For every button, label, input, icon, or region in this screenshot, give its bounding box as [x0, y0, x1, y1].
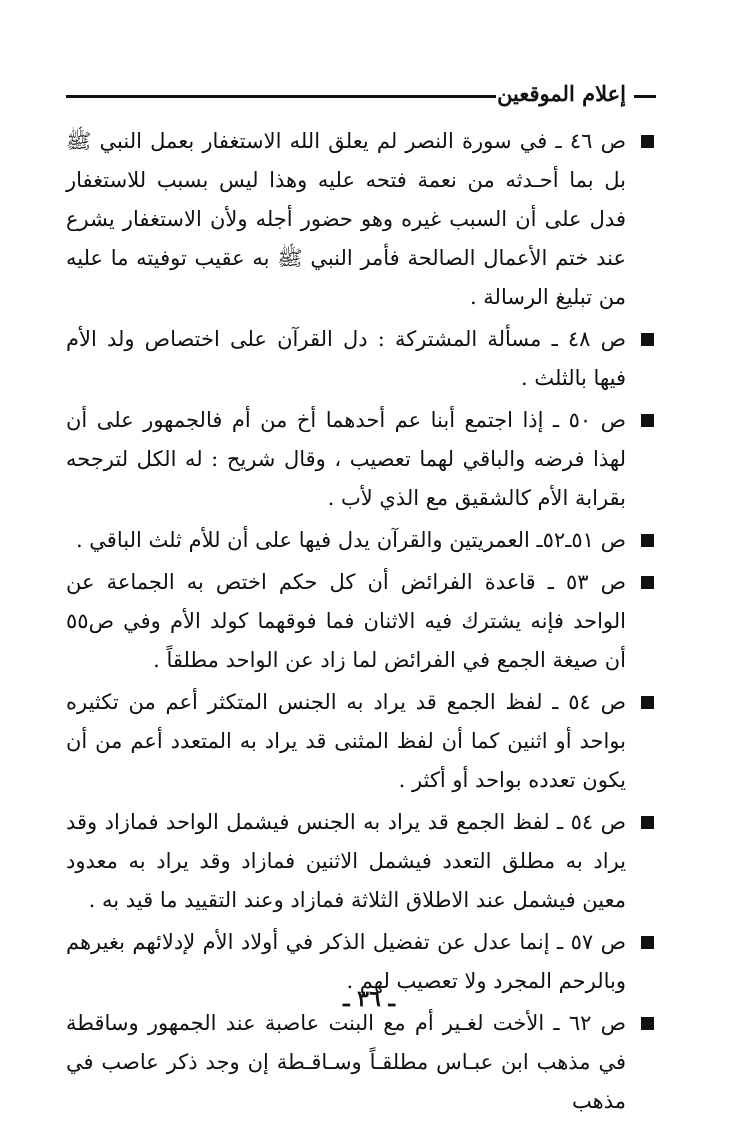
list-item [66, 803, 656, 920]
square-bullet-icon [641, 936, 654, 949]
entry-text: ص ٥٤ ـ لفظ الجمع قد يراد به الجنس فيشمل الواحد فمازاد وقد يراد به مطلق التعدد فيشمل الاثنين فمازاد وقد يراد به معدود معين فيشمل عند الاطلاق الثلاثة فمازاد وعند التقييد ما قيد به . [66, 810, 626, 912]
entries-list [66, 122, 656, 1124]
square-bullet-icon [641, 414, 654, 427]
entry-text: ص ٥٣ ـ قاعدة الفرائض أن كل حكم اختص به الجماعة عن الواحد فإنه يشترك فيه الاثنان فما فوقهما كولد الأم وفي ص٥٥ أن صيغة الجمع في الفرائض لما زاد عن الواحد مطلقاً . [66, 570, 626, 672]
square-bullet-icon [641, 816, 654, 829]
list-item [66, 683, 656, 800]
list-item [66, 122, 656, 317]
book-title: إعلام الموقعين [497, 81, 626, 106]
entry-text: ص ٥٤ ـ لفظ الجمع قد يراد به الجنس المتكثر أعم من تكثيره بواحد أو اثنين كما أن لفظ المثنى قد يراد به المتعدد أعم من أن يكون تعدده بواحد أو أكثر . [66, 690, 626, 792]
square-bullet-icon [641, 534, 654, 547]
list-item [66, 1004, 656, 1121]
list-item [66, 320, 656, 398]
square-bullet-icon [641, 576, 654, 589]
page-number: ـ ٣٦ ـ [343, 986, 395, 1012]
header-rule [66, 95, 496, 98]
entry-text: ص ٥٧ ـ إنما عدل عن تفضيل الذكر في أولاد الأم لإدلائهم بغيرهم وبالرحم المجرد ولا تعصيب لهم . [66, 930, 626, 993]
list-item [66, 563, 656, 680]
entry-text: ص ٥٠ ـ إذا اجتمع أبنا عم أحدهما أخ من أم فالجمهور على أن لهذا فرضه والباقي لهما تعصيب ، وقال شريح : له الكل لترجحه بقرابة الأم كالشقيق مع الذي لأب . [66, 408, 626, 510]
entry-text: ص ٤٦ ـ في سورة النصر لم يعلق الله الاستغفار بعمل النبي ﷺ بل بما أحـدثه من نعمة فتحه عليه وهذا ليس بسبب للاستغفار فدل على أن السبب غيره وهو حضور أجله ولأن الاستغفار يشرع عند ختم الأعمال الصالحة فأمر النبي ﷺ به عقيب توفيته ما عليه من تبليغ الرسالة . [66, 129, 626, 309]
entry-text: ص ٤٨ ـ مسألة المشتركة : دل القرآن على اختصاص ولد الأم فيها بالثلث . [66, 327, 626, 390]
square-bullet-icon [641, 1017, 654, 1030]
list-item [66, 401, 656, 518]
header-dash [634, 95, 656, 98]
entry-text: ص ٦٢ ـ الأخت لغـير أم مع البنت عاصبة عند الجمهور وساقطة في مذهب ابن عبـاس مطلقـاً وسـاقـطة إن وجد ذكر عاصب في مذهب [66, 1011, 626, 1113]
list-item [66, 521, 656, 560]
running-header [66, 82, 656, 106]
square-bullet-icon [641, 696, 654, 709]
square-bullet-icon [641, 135, 654, 148]
square-bullet-icon [641, 333, 654, 346]
entry-text: ص ٥١ـ٥٢ـ العمريتين والقرآن يدل فيها على أن للأم ثلث الباقي . [75, 528, 626, 552]
